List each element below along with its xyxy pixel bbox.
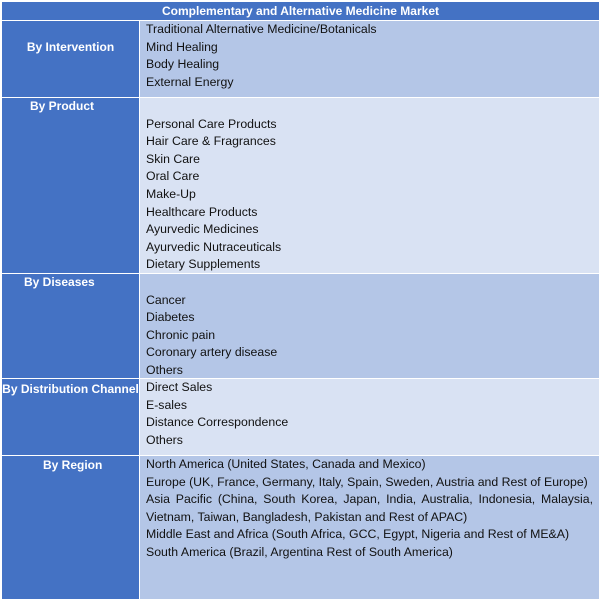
table-row-region bbox=[2, 456, 599, 599]
list-item: Oral Care bbox=[146, 169, 200, 184]
category-label: By Region bbox=[43, 458, 103, 472]
list-item: Europe (UK, France, Germany, Italy, Spain, Sweden, Austria and Rest of Europe) bbox=[146, 474, 588, 489]
list-item: Distance Correspondence bbox=[146, 415, 289, 430]
list-item: Coronary artery disease bbox=[146, 345, 278, 360]
items-cell bbox=[140, 274, 599, 378]
category-label: By Distribution Channel bbox=[2, 382, 139, 396]
list-item: Others bbox=[146, 362, 183, 377]
table-row-distribution bbox=[2, 379, 599, 455]
list-item: Body Healing bbox=[146, 57, 220, 72]
list-item: Ayurvedic Medicines bbox=[146, 222, 259, 237]
list-item: Middle East and Africa (South Africa, GCC, Egypt, Nigeria and Rest of ME&A) bbox=[146, 527, 570, 542]
list-item: Make-Up bbox=[146, 186, 196, 201]
list-item: Hair Care & Fragrances bbox=[146, 134, 276, 149]
items-cell bbox=[140, 98, 599, 273]
table-row-product bbox=[2, 98, 599, 273]
category-cell bbox=[2, 379, 139, 455]
category-label: By Intervention bbox=[26, 40, 115, 54]
list-item: Traditional Alternative Medicine/Botanicals bbox=[146, 22, 377, 36]
list-item: Dietary Supplements bbox=[146, 257, 261, 272]
category-cell bbox=[2, 98, 139, 273]
category-cell bbox=[2, 274, 139, 378]
table-title: Complementary and Alternative Medicine Market bbox=[2, 2, 599, 20]
list-item: North America (United States, Canada and Mexico) bbox=[146, 457, 426, 471]
list-item: Mind Healing bbox=[146, 39, 218, 54]
list-item: Skin Care bbox=[146, 151, 200, 166]
list-item: South America (Brazil, Argentina Rest of South America) bbox=[146, 544, 453, 559]
items-cell bbox=[140, 456, 599, 599]
category-label: By Product bbox=[30, 99, 95, 113]
table-row-intervention bbox=[2, 21, 599, 97]
list-item: Ayurvedic Nutraceuticals bbox=[146, 239, 282, 254]
list-item: Personal Care Products bbox=[146, 116, 277, 131]
category-cell bbox=[2, 21, 139, 97]
table-row-diseases bbox=[2, 274, 599, 378]
list-item: Others bbox=[146, 432, 183, 447]
list-item: Diabetes bbox=[146, 310, 195, 325]
items-cell bbox=[140, 379, 599, 455]
list-item: Cancer bbox=[146, 292, 186, 307]
list-item: External Energy bbox=[146, 74, 234, 89]
list-item: Direct Sales bbox=[146, 380, 213, 394]
list-item: Healthcare Products bbox=[146, 204, 258, 219]
items-cell bbox=[140, 21, 599, 97]
category-cell bbox=[2, 456, 139, 599]
list-item: E-sales bbox=[146, 397, 188, 412]
list-item: Chronic pain bbox=[146, 327, 216, 342]
category-label: By Diseases bbox=[24, 275, 95, 289]
list-item: Asia Pacific (China, South Korea, Japan, India, Australia, Indonesia, Malaysia, Vietnam, Taiwan, Bangladesh, Pakistan and Rest of APAC) bbox=[146, 492, 593, 524]
